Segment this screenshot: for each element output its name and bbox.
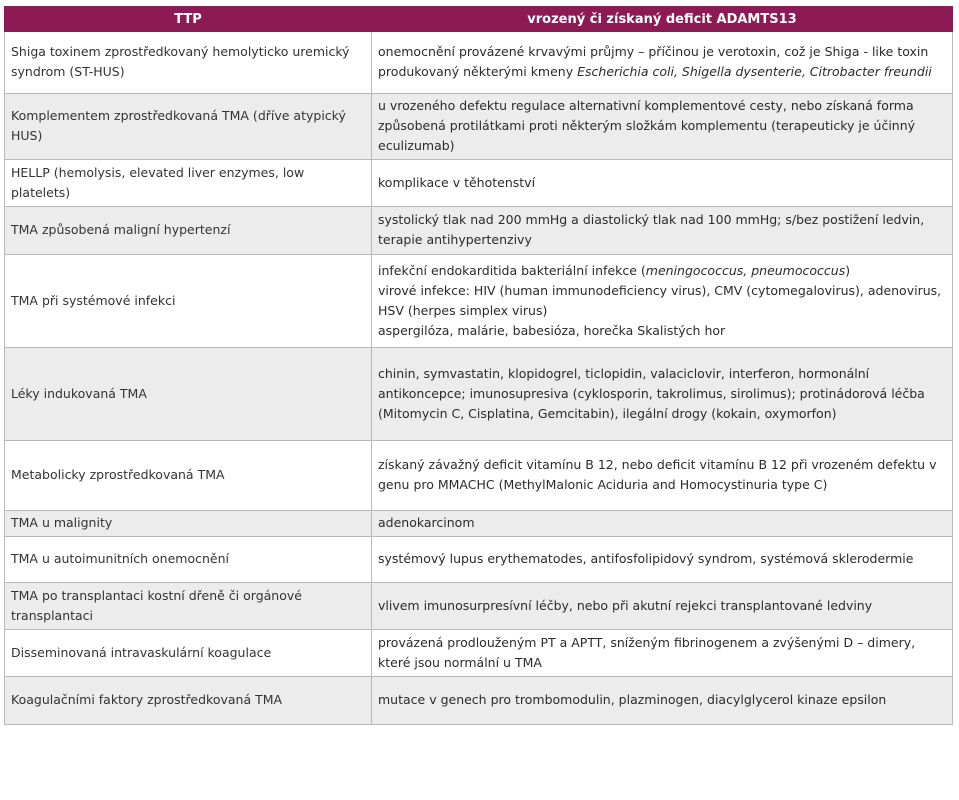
row-desc-italic: Escherichia coli, Shigella dysenterie, Citrobacter freundii: [577, 64, 932, 79]
row-name: TMA při systémové infekci: [5, 255, 372, 348]
table-row: [5, 511, 953, 537]
row-name: Koagulačními faktory zprostředkovaná TMA: [5, 677, 372, 725]
table-row: [5, 32, 953, 94]
row-desc: provázená prodlouženým PT a APTT, sníženým fibrinogenem a zvýšenými D – dimery, které jsou normální u TMA: [372, 630, 953, 677]
row-desc: komplikace v těhotenství: [372, 160, 953, 207]
table-container: [4, 6, 952, 725]
row-desc: chinin, symvastatin, klopidogrel, ticlopidin, valaciclovir, interferon, hormonální antikoncepce; imunosupresiva (cyklosporin, takrolimus, sirolimus); protinádorová léčba (Mitomycin C, Cisplatina, Gemcitabin), ilegální drogy (kokain, oxymorfon): [372, 348, 953, 441]
row-name: Léky indukovaná TMA: [5, 348, 372, 441]
row-desc: u vrozeného defektu regulace alternativní komplementové cesty, nebo získaná forma způsobená protilátkami proti některým složkám komplementu (terapeuticky je účinný eculizumab): [372, 94, 953, 160]
row-name: Disseminovaná intravaskulární koagulace: [5, 630, 372, 677]
table-row: [5, 537, 953, 583]
row-name: Shiga toxinem zprostředkovaný hemolyticko uremický syndrom (ST-HUS): [5, 32, 372, 94]
row-desc-text: onemocnění provázené krvavými průjmy – příčinou je verotoxin, což je Shiga - like toxin produkovaný některými kmeny: [378, 44, 929, 79]
row-name: Metabolicky zprostředkovaná TMA: [5, 441, 372, 511]
table-row: [5, 583, 953, 630]
row-name: TMA způsobená maligní hypertenzí: [5, 207, 372, 255]
row-desc: systémový lupus erythematodes, antifosfolipidový syndrom, systémová sklerodermie: [372, 537, 953, 583]
row-name: Komplementem zprostředkovaná TMA (dříve atypický HUS): [5, 94, 372, 160]
row-desc: mutace v genech pro trombomodulin, plazminogen, diacylglycerol kinaze epsilon: [372, 677, 953, 725]
desc-line-italic: meningococcus, pneumococcus: [645, 262, 846, 278]
row-desc: systolický tlak nad 200 mmHg a diastolický tlak nad 100 mmHg; s/bez postižení ledvin, terapie antihypertenzivy: [372, 207, 953, 255]
row-name: HELLP (hemolysis, elevated liver enzymes, low platelets): [5, 160, 372, 207]
desc-line: [378, 261, 946, 281]
row-desc: adenokarcinom: [372, 511, 953, 537]
row-name: TMA po transplantaci kostní dřeně či orgánové transplantaci: [5, 583, 372, 630]
table-row: [5, 441, 953, 511]
desc-line: aspergilóza, malárie, babesióza, horečka Skalistých hor: [378, 322, 726, 338]
desc-line-text: ): [845, 262, 851, 278]
header-col2: vrozený či získaný deficit ADAMTS13: [372, 7, 953, 32]
desc-line: virové infekce: HIV (human immunodeficiency virus), CMV (cytomegalovirus), adenovirus, HSV (herpes simplex virus): [378, 282, 942, 318]
row-desc: získaný závažný deficit vitamínu B 12, nebo deficit vitamínu B 12 při vrozeném defektu v genu pro MMACHC (MethylMalonic Aciduria and Homocystinuria type C): [372, 441, 953, 511]
row-desc: [372, 255, 953, 348]
table-row: [5, 630, 953, 677]
row-desc: vlivem imunosurpresívní léčby, nebo při akutní rejekci transplantované ledviny: [372, 583, 953, 630]
header-row: [5, 7, 953, 32]
row-desc: [372, 32, 953, 94]
table-row: [5, 207, 953, 255]
table-row: [5, 94, 953, 160]
table-row: [5, 677, 953, 725]
header-col1: TTP: [5, 7, 372, 32]
table-row: [5, 348, 953, 441]
desc-line-text: infekční endokarditida bakteriální infekce (: [378, 262, 646, 278]
table-row: [5, 255, 953, 348]
table-row: [5, 160, 953, 207]
tma-table: [4, 6, 953, 725]
row-name: TMA u malignity: [5, 511, 372, 537]
row-name: TMA u autoimunitních onemocnění: [5, 537, 372, 583]
